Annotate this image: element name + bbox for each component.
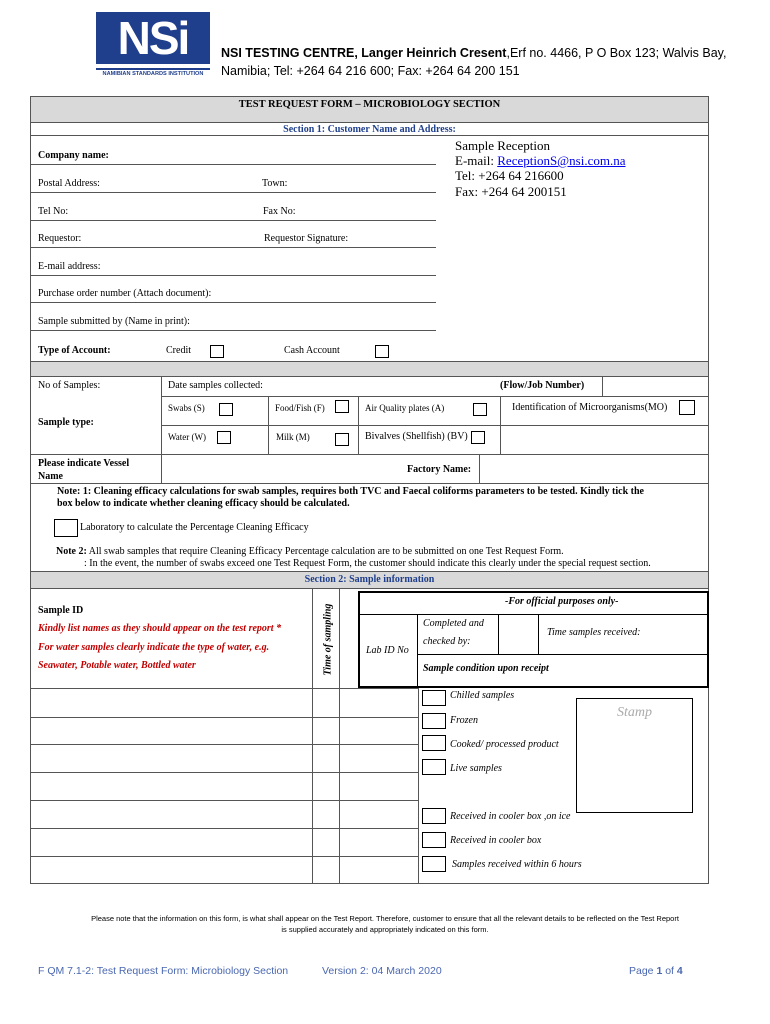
lab-id-label: Lab ID No bbox=[366, 645, 409, 656]
cooler-ice-checkbox[interactable] bbox=[422, 808, 446, 824]
company-name-label: Company name: bbox=[38, 150, 109, 161]
org-name: NSI TESTING CENTRE, Langer Heinrich Cresent bbox=[221, 46, 507, 60]
completed-and-label: Completed and bbox=[423, 618, 484, 629]
frozen-label: Frozen bbox=[450, 715, 478, 726]
reception-email-label: E-mail: bbox=[455, 153, 498, 168]
identification-checkbox[interactable] bbox=[679, 400, 695, 415]
email-address-label: E-mail address: bbox=[38, 261, 101, 272]
frozen-checkbox[interactable] bbox=[422, 713, 446, 729]
footer-page bbox=[629, 965, 683, 977]
logo-mark: NSi bbox=[96, 12, 210, 64]
instruction-3: Seawater, Potable water, Bottled water bbox=[38, 660, 196, 671]
water-checkbox[interactable] bbox=[217, 431, 231, 444]
food-fish-label: Food/Fish (F) bbox=[275, 403, 325, 413]
cooler-box-label: Received in cooler box bbox=[450, 835, 542, 846]
stamp-label: Stamp bbox=[617, 705, 652, 720]
chilled-checkbox[interactable] bbox=[422, 690, 446, 706]
air-quality-checkbox[interactable] bbox=[473, 403, 487, 416]
sample-submitted-line[interactable] bbox=[30, 330, 436, 331]
page-total: 4 bbox=[676, 965, 683, 977]
vessel-name-label-2: Name bbox=[38, 471, 63, 482]
requestor-signature-label: Requestor Signature: bbox=[264, 233, 349, 244]
credit-label: Credit bbox=[166, 345, 191, 356]
requestor-label: Requestor: bbox=[38, 233, 82, 244]
lab-calc-label: Laboratory to calculate the Percentage Cleaning Efficacy bbox=[80, 522, 309, 533]
instruction-1: Kindly list names as they should appear on the test report * bbox=[38, 623, 282, 634]
footer-version: Version 2: 04 March 2020 bbox=[322, 965, 442, 977]
sample-id-label: Sample ID bbox=[38, 605, 84, 616]
org-name-line bbox=[221, 46, 726, 60]
milk-checkbox[interactable] bbox=[335, 433, 349, 446]
postal-address-line[interactable] bbox=[30, 192, 436, 193]
cooler-box-checkbox[interactable] bbox=[422, 832, 446, 848]
note2-line2: : In the event, the number of swabs exceed one Test Request Form, the customer should indicate this clearly under the special request section. bbox=[84, 558, 651, 569]
email-line[interactable] bbox=[30, 275, 436, 276]
reception-tel: Tel: +264 64 216600 bbox=[455, 168, 564, 183]
time-received-label: Time samples received: bbox=[547, 627, 641, 638]
identification-label: Identification of Microorganisms(MO) bbox=[512, 402, 668, 413]
credit-checkbox[interactable] bbox=[210, 345, 224, 358]
org-address-1: ,Erf no. 4466, P O Box 123; Walvis Bay, bbox=[506, 46, 727, 60]
factory-name-label: Factory Name: bbox=[407, 464, 472, 475]
sample-condition-label: Sample condition upon receipt bbox=[423, 663, 549, 674]
page-number: 1 bbox=[656, 965, 663, 977]
note1-line2: box below to indicate whether cleaning efficacy should be calculated. bbox=[57, 498, 350, 509]
official-use-label: -For official purposes only- bbox=[505, 596, 619, 607]
nsi-logo bbox=[96, 12, 210, 78]
cooked-label: Cooked/ processed product bbox=[450, 739, 559, 750]
page-prefix: Page bbox=[629, 965, 657, 977]
food-fish-checkbox[interactable] bbox=[335, 400, 349, 413]
checked-by-label: checked by: bbox=[423, 636, 471, 647]
page-of: of bbox=[662, 965, 677, 977]
sample-submitted-label: Sample submitted by (Name in print): bbox=[38, 316, 190, 327]
flow-job-number-label: (Flow/Job Number) bbox=[500, 380, 585, 391]
lab-calc-checkbox[interactable] bbox=[54, 519, 78, 537]
within-6h-checkbox[interactable] bbox=[422, 856, 446, 872]
water-label: Water (W) bbox=[168, 432, 206, 442]
swabs-label: Swabs (S) bbox=[168, 403, 205, 413]
section1-title: Section 1: Customer Name and Address: bbox=[283, 124, 456, 135]
town-label: Town: bbox=[262, 178, 288, 189]
postal-address-label: Postal Address: bbox=[38, 178, 100, 189]
chilled-label: Chilled samples bbox=[450, 690, 515, 701]
logo-caption: NAMIBIAN STANDARDS INSTITUTION bbox=[96, 68, 210, 77]
swabs-checkbox[interactable] bbox=[219, 403, 233, 416]
date-collected-label: Date samples collected: bbox=[168, 380, 263, 391]
live-checkbox[interactable] bbox=[422, 759, 446, 775]
milk-label: Milk (M) bbox=[276, 432, 310, 442]
stamp-box bbox=[576, 698, 693, 813]
purchase-order-line[interactable] bbox=[30, 302, 436, 303]
sample-type-label: Sample type: bbox=[38, 417, 94, 428]
disclaimer-1: Please note that the information on this form, is what shall appear on the Test Report. Therefore, customer to ensure that all the relevant details to be reflected on the Test Report bbox=[91, 914, 679, 923]
purchase-order-label: Purchase order number (Attach document): bbox=[38, 288, 212, 299]
note2-label: Note 2: bbox=[56, 546, 87, 557]
disclaimer-2: is supplied accurately and appropriately indicated on this form. bbox=[281, 925, 489, 934]
org-address-2: Namibia; Tel: +264 64 216 600; Fax: +264 64 200 151 bbox=[221, 64, 520, 78]
tel-line[interactable] bbox=[30, 220, 436, 221]
air-quality-label: Air Quality plates (A) bbox=[365, 403, 445, 413]
reception-title: Sample Reception bbox=[455, 138, 550, 153]
note2-line1 bbox=[56, 546, 564, 557]
no-of-samples-label: No of Samples: bbox=[38, 380, 101, 391]
company-name-line[interactable] bbox=[30, 164, 436, 165]
cash-account-checkbox[interactable] bbox=[375, 345, 389, 358]
instruction-2: For water samples clearly indicate the type of water, e.g. bbox=[38, 642, 270, 653]
tel-no-label: Tel No: bbox=[38, 206, 69, 217]
reception-fax: Fax: +264 64 200151 bbox=[455, 184, 567, 199]
form-title: TEST REQUEST FORM – MICROBIOLOGY SECTION bbox=[31, 97, 708, 122]
cooked-checkbox[interactable] bbox=[422, 735, 446, 751]
cash-account-label: Cash Account bbox=[284, 345, 340, 356]
footer-doc-code: F QM 7.1-2: Test Request Form: Microbiology Section bbox=[38, 965, 289, 977]
vessel-name-label-1: Please indicate Vessel bbox=[38, 458, 130, 469]
type-of-account-label: Type of Account: bbox=[38, 345, 111, 356]
reception-email-line bbox=[455, 153, 625, 169]
section2-title: Section 2: Sample information bbox=[31, 572, 708, 588]
grey-separator bbox=[31, 362, 708, 376]
time-of-sampling-label: Time of sampling bbox=[322, 603, 334, 676]
note2-text: All swab samples that require Cleaning Efficacy Percentage calculation are to be submitted on one Test Request Form. bbox=[86, 546, 564, 557]
within-6h-label: Samples received within 6 hours bbox=[452, 859, 582, 870]
note1-line1: Note: 1: Cleaning efficacy calculations for swab samples, requires both TVC and Faecal coliforms parameters to be tested. Kindly tick the bbox=[57, 486, 644, 497]
fax-no-label: Fax No: bbox=[263, 206, 296, 217]
bivalves-label: Bivalves (Shellfish) (BV) bbox=[365, 431, 468, 442]
bivalves-checkbox[interactable] bbox=[471, 431, 485, 444]
requestor-line[interactable] bbox=[30, 247, 436, 248]
live-label: Live samples bbox=[450, 763, 502, 774]
cooler-ice-label: Received in cooler box ,on ice bbox=[450, 811, 571, 822]
reception-email-link[interactable]: ReceptionS@nsi.com.na bbox=[497, 153, 626, 168]
